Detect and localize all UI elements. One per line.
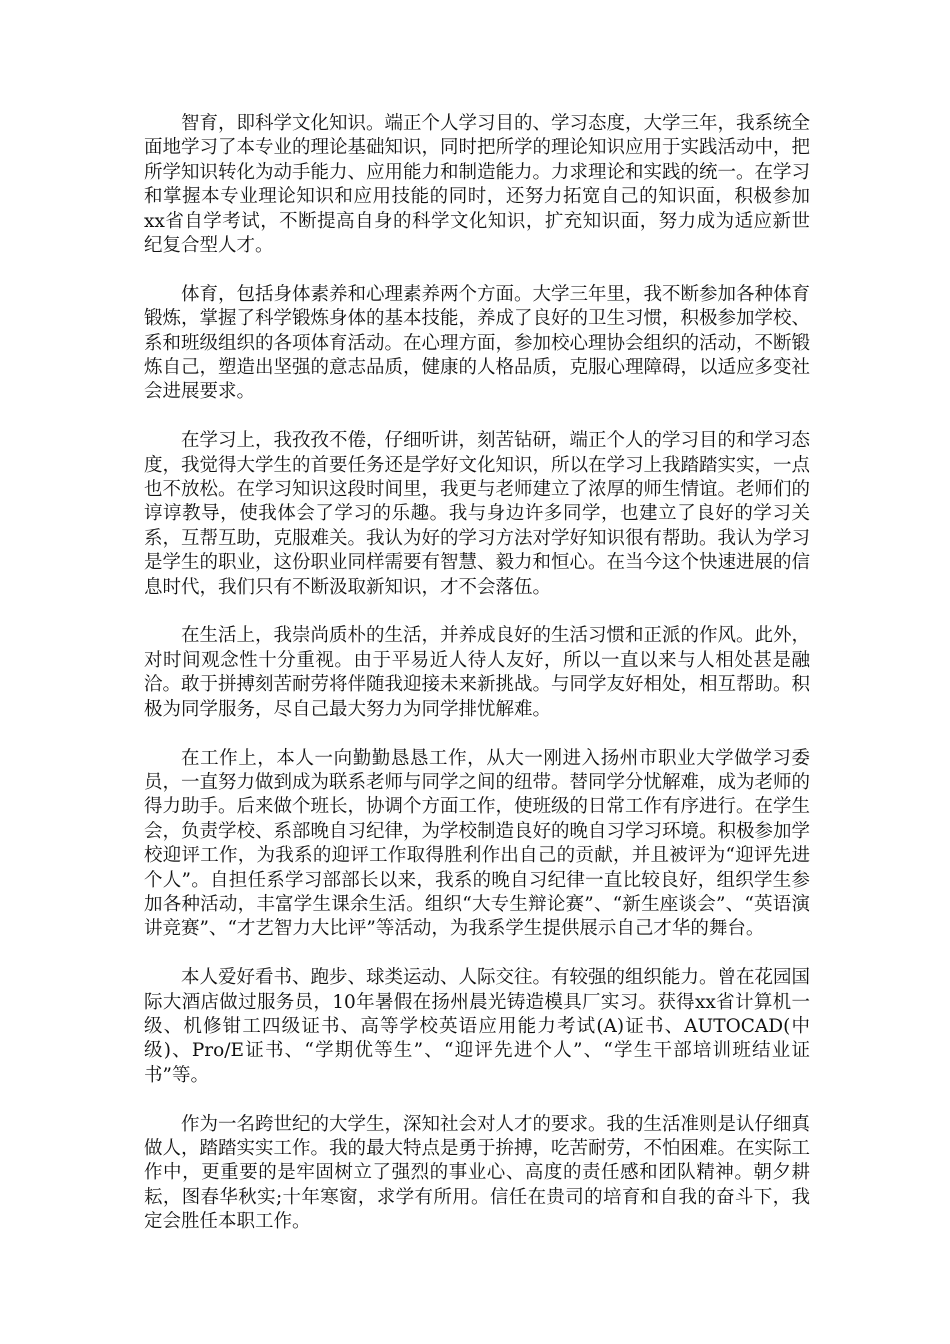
paragraph-intellectual: 智育，即科学文化知识。端正个人学习目的、学习态度，大学三年，我系统全面地学习了本专业的理论基础知识，同时把所学的理论知识应用于实践活动中，把所学知识转化为动手能力、应用能力和制造能力。力求理论和实践的统一。在学习和掌握本专业理论知识和应用技能的同时，还努力拓宽自己的知识面，积极参加xx省自学考试，不断提高自身的科学文化知识，扩充知识面，努力成为适应新世纪复合型人才。	[144, 113, 811, 257]
paragraph-physical: 体育，包括身体素养和心理素养两个方面。大学三年里，我不断参加各种体育锻炼，掌握了科学锻炼身体的基本技能，养成了良好的卫生习惯，积极参加学校、系和班级组织的各项体育活动。在心理方面，参加校心理协会组织的活动，不断锻炼自己，塑造出坚强的意志品质，健康的人格品质，克服心理障碍，以适应多变社会进展要求。	[144, 283, 811, 403]
paragraph-conclusion: 作为一名跨世纪的大学生，深知社会对人才的要求。我的生活准则是认仔细真做人，踏踏实实工作。我的最大特点是勇于拚搏，吃苦耐劳，不怕困难。在实际工作中，更重要的是牢固树立了强烈的事业心、高度的责任感和团队精神。朝夕耕耘，图春华秋实;十年寒窗，求学有所用。信任在贵司的培育和自我的奋斗下，我定会胜任本职工作。	[144, 1113, 811, 1233]
paragraph-life: 在生活上，我崇尚质朴的生活，并养成良好的生活习惯和正派的作风。此外，对时间观念性十分重视。由于平易近人待人友好，所以一直以来与人相处甚是融洽。敢于拼搏刻苦耐劳将伴随我迎接未来新挑战。与同学友好相处，相互帮助。积极为同学服务，尽自己最大努力为同学排忧解难。	[144, 625, 811, 720]
document-body	[144, 112, 810, 1259]
paragraph-study: 在学习上，我孜孜不倦，仔细听讲，刻苦钻研，端正个人的学习目的和学习态度，我觉得大学生的首要任务还是学好文化知识，所以在学习上我踏踏实实，一点也不放松。在学习知识这段时间里，我更与老师建立了浓厚的师生情谊。老师们的谆谆教导，使我体会了学习的乐趣。我与身边许多同学，也建立了良好的学习关系，互帮互助，克服难关。我认为好的学习方法对学好知识很有帮助。我认为学习是学生的职业，这份职业同样需要有智慧、毅力和恒心。在当今这个快速进展的信息时代，我们只有不断汲取新知识，才不会落伍。	[144, 430, 811, 598]
paragraph-hobbies-certificates: 本人爱好看书、跑步、球类运动、人际交往。有较强的组织能力。曾在花园国际大酒店做过服务员，10年暑假在扬州晨光铸造模具厂实习。获得xx省计算机一级、机修钳工四级证书、高等学校英语应用能力考试(A)证书、AUTOCAD(中级)、Pro/E证书、“学期优等生”、“迎评先进个人”、“学生干部培训班结业证书”等。	[144, 967, 811, 1086]
paragraph-work: 在工作上，本人一向勤勤恳恳工作，从大一刚进入扬州市职业大学做学习委员，一直努力做到成为联系老师与同学之间的纽带。替同学分忧解难，成为老师的得力助手。后来做个班长，协调个方面工作，使班级的日常工作有序进行。在学生会，负责学校、系部晚自习纪律，为学校制造良好的晚自习学习环境。积极参加学校迎评工作，为我系的迎评工作取得胜利作出自己的贡献，并且被评为“迎评先进个人”。自担任系学习部部长以来，我系的晚自习纪律一直比较良好，组织学生参加各种活动，丰富学生课余生活。组织“大专生辩论赛”、“新生座谈会”、“英语演讲竞赛”、“才艺智力大比评”等活动，为我系学生提供展示自己才华的舞台。	[144, 747, 811, 940]
